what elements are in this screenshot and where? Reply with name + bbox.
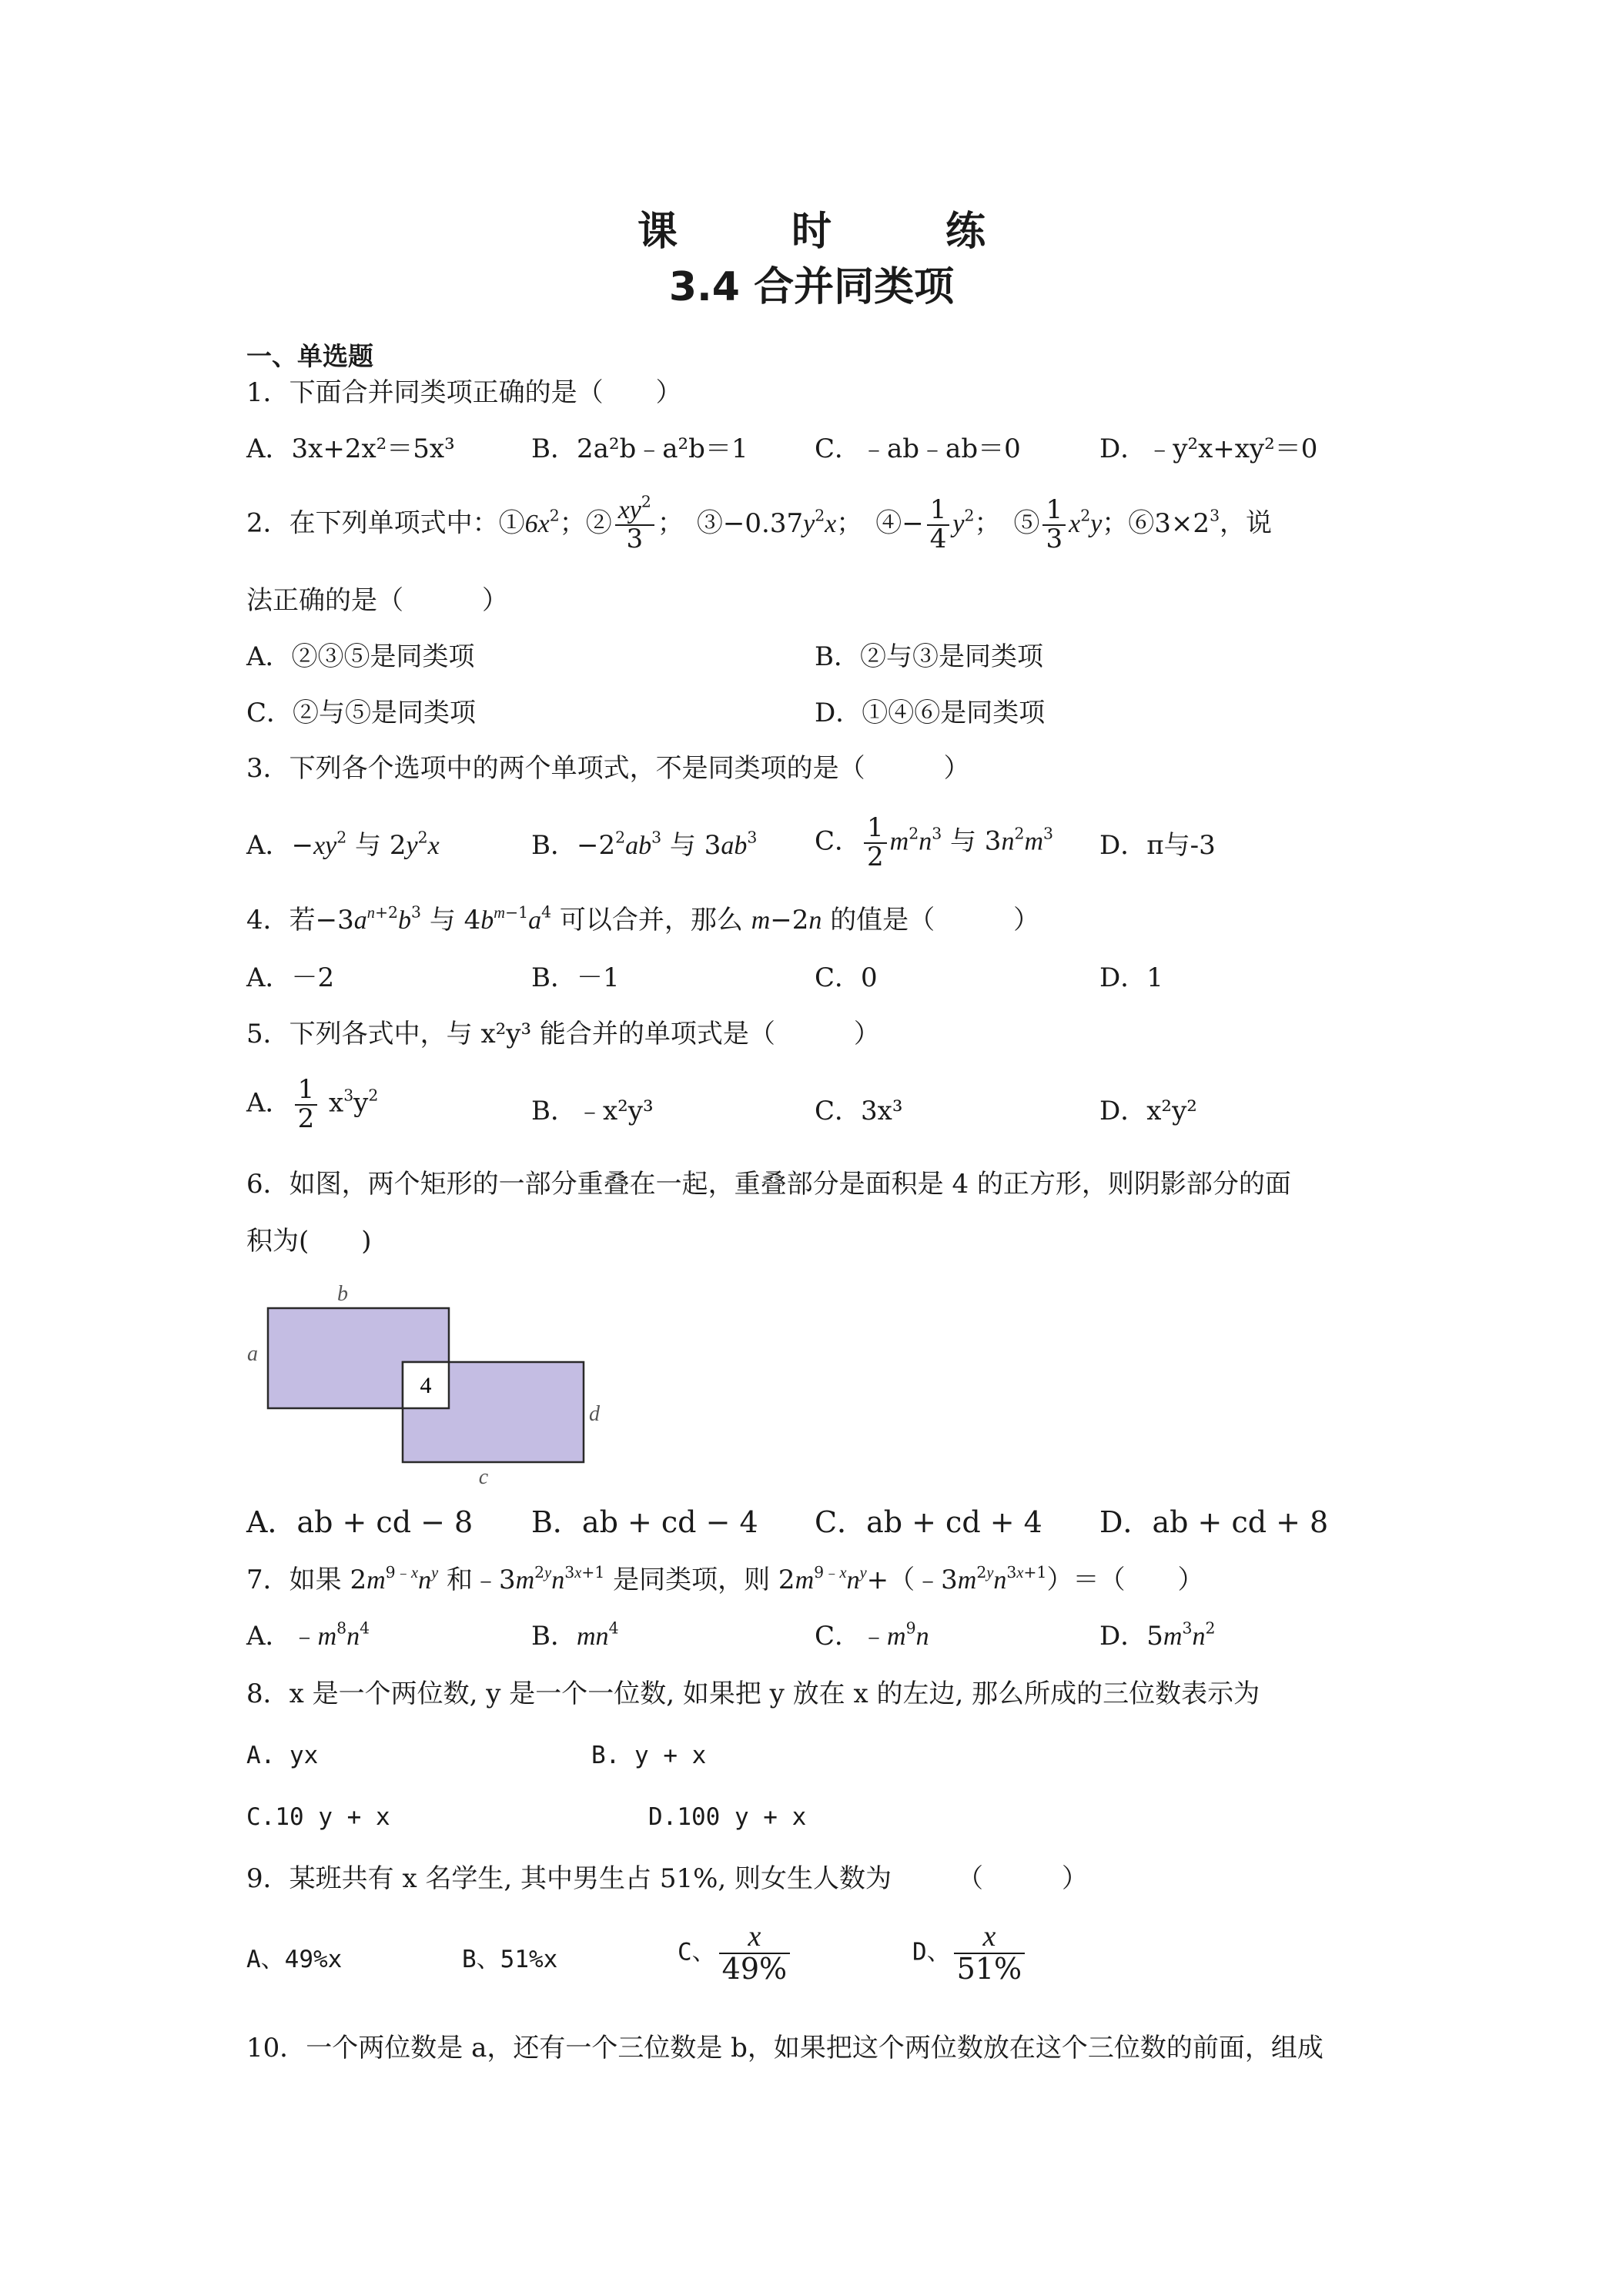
q1-option-c: C．﹣ab﹣ab＝0 [815, 433, 1021, 464]
q2-option-a: A．②③⑤是同类项 [246, 641, 475, 672]
question-7: 7．如果 $2m^{9﹣x}n^y$ 和$﹣3m^{2y}n^{3x+1}$ 是同类项，则 $2m^{9﹣x}n^y+(﹣3m^{2y}n^{3x+1})=$（ ） [246, 1562, 1204, 1595]
section-heading: 一、单选题 [246, 341, 373, 371]
q8-option-b: B. y + x [591, 1742, 707, 1769]
q3-option-b: B．$-2^2ab^3$ 与 $3ab^3$ [531, 828, 758, 861]
monomial-4: − $\frac{1}{4}$ $y^2$ [902, 494, 975, 554]
q4-option-d: D．1 [1099, 962, 1163, 993]
label-a: a [247, 1342, 258, 1366]
question-2-continued: 法正确的是（ ） [246, 585, 508, 616]
q5-option-b: B．﹣x²y³ [531, 1096, 654, 1126]
q7-option-b: B．$mn^4$ [531, 1618, 619, 1652]
q2-option-b: B．②与③是同类项 [815, 641, 1043, 672]
q2-option-c: C．②与⑤是同类项 [246, 698, 477, 728]
q3-option-d: D．π与-3 [1099, 830, 1216, 861]
q7-option-d: D．$5m^3n^2$ [1099, 1618, 1216, 1652]
q2-option-d: D．①④⑥是同类项 [815, 698, 1046, 728]
q7-option-a: A．$﹣m^8n^4$ [246, 1618, 370, 1652]
q9-option-d: D、 $\frac{x}{51\%}$ [912, 1921, 1028, 1985]
q1-option-a: A．3x+2x²＝5x³ [246, 433, 455, 464]
q6-option-b: B．ab + cd − 4 [531, 1505, 758, 1539]
monomial-5: $\frac{1}{3}$ $x^2y$ [1039, 508, 1102, 539]
q4-option-a: A．－2 [246, 962, 335, 993]
question-8: 8．x 是一个两位数, y 是一个一位数, 如果把 y 放在 x 的左边, 那么所成的三位数表示为 [246, 1678, 1260, 1709]
q8-option-d: D.100 y + x [648, 1803, 807, 1831]
q9-option-b: B、51%x [462, 1946, 558, 1973]
label-b: b [337, 1282, 348, 1306]
question-1: 1．下面合并同类项正确的是（ ） [246, 377, 682, 408]
question-3: 3．下列各个选项中的两个单项式，不是同类项的是（ ） [246, 753, 970, 784]
question-4: 4．若$-3a^{n+2}b^3$ 与 $4b^{m-1}a^4$ 可以合并，那么 m−2n 的值是（ ） [246, 902, 1040, 935]
q1-option-b: B．2a²b﹣a²b＝1 [531, 433, 748, 464]
question-9: 9．某班共有 x 名学生, 其中男生占 51%, 则女生人数为 （ ） [246, 1863, 1089, 1894]
q9-option-a: A、49%x [246, 1946, 343, 1973]
monomial-2: $\frac{xy^2}{3}$ [615, 497, 654, 553]
q7-option-c: C．$﹣m^9n$ [815, 1618, 929, 1652]
label-c: c [478, 1465, 489, 1489]
page-title: 课 时 练 [637, 209, 1022, 255]
q1-option-d: D．﹣y²x+xy²＝0 [1099, 433, 1318, 464]
q6-option-c: C．ab + cd + 4 [815, 1505, 1042, 1539]
q6-option-a: A．ab + cd − 8 [246, 1505, 474, 1539]
monomial-1: $6x^2$ [524, 506, 560, 538]
monomial-6: $3\times 2^3$ [1154, 506, 1220, 539]
question-5: 5．下列各式中，与 x²y³ 能合并的单项式是（ ） [246, 1019, 880, 1049]
question-6-continued: 积为( ) [246, 1226, 372, 1257]
q5-option-d: D．x²y² [1099, 1096, 1197, 1126]
q8-option-a: A. yx [246, 1742, 319, 1769]
overlap-square-label: 4 [420, 1373, 432, 1398]
q6-option-d: D．ab + cd + 8 [1099, 1505, 1329, 1539]
q5-option-a: A． $\frac{1}{2}$ $x^3y^2$ [246, 1074, 379, 1134]
question-2: 2．在下列单项式中：$①6x^2$；② $\frac{xy^2}{3}$ ； $③-0.37y^2x$； ④− $\frac{1}{4}$ $y^2$； ⑤ $\frac{1}{3}$ $x^2y$；$⑥3\times 2^3$，说 [246, 492, 1273, 554]
question-6: 6．如图，两个矩形的一部分重叠在一起，重叠部分是面积是 4 的正方形，则阴影部分的面 [246, 1169, 1291, 1200]
page-subtitle: 3.4 合并同类项 [668, 264, 955, 310]
q3-option-c: C． $\frac{1}{2}$ $m^2n^3$ 与 $3n^2m^3$ [815, 812, 1053, 872]
q4-option-c: C．0 [815, 962, 878, 993]
q3-option-a: A．$-xy^2$ 与 $2y^2x$ [246, 828, 440, 861]
question-10: 10．一个两位数是 a，还有一个三位数是 b，如果把这个两位数放在这个三位数的前面，组成 [246, 2033, 1323, 2063]
monomial-3: $-0.37y^2x$ [722, 506, 837, 539]
q8-option-c: C.10 y + x [246, 1803, 390, 1831]
label-d: d [589, 1402, 600, 1426]
overlapping-rectangles-figure [239, 1274, 608, 1490]
q9-option-c: C、 $\frac{x}{49\%}$ [678, 1921, 793, 1985]
q5-option-c: C．3x³ [815, 1096, 903, 1126]
q4-option-b: B．－1 [531, 962, 620, 993]
